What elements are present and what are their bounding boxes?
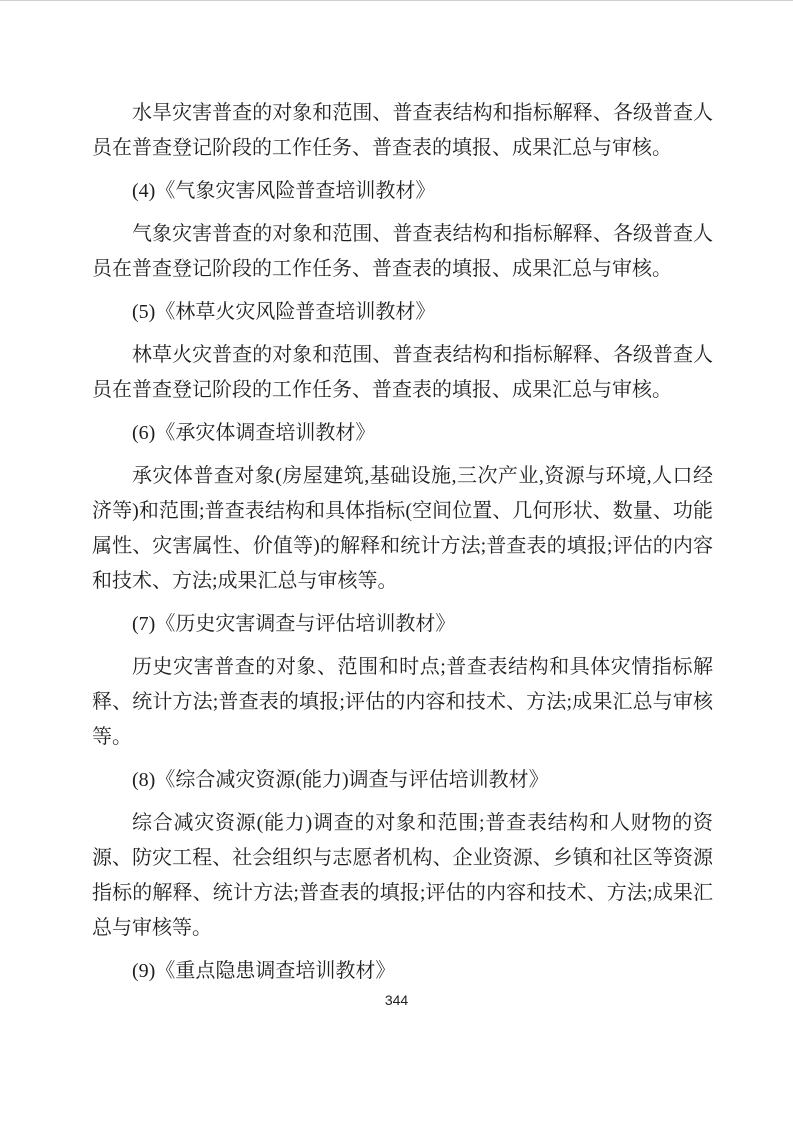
heading-item-4-meteorological-materials: (4)《气象灾害风险普查培训教材》 xyxy=(132,180,436,202)
heading-item-5-forest-grass-fire-materials: (5)《林草火灾风险普查培训教材》 xyxy=(132,301,436,323)
page-number: 344 xyxy=(384,992,409,1008)
paragraph-forest-grass-fire-scope: 林草火灾普查的对象和范围、普查表结构和指标解释、各级普查人员在普查登记阶段的工作任务、普查表的填报、成果汇总与审核。 xyxy=(92,344,713,401)
page-body-text xyxy=(92,96,713,997)
paragraph-disaster-bearing-body-scope: 承灾体普查对象(房屋建筑,基础设施,三次产业,资源与环境,人口经济等)和范围;普查表结构和具体指标(空间位置、几何形状、数量、功能属性、灾害属性、价值等)的解释和统计方法;普查表的填报;评估的内容和技术、方法;成果汇总与审核等。 xyxy=(92,465,713,592)
heading-item-7-historical-disaster-materials: (7)《历史灾害调查与评估培训教材》 xyxy=(132,613,456,635)
heading-item-8-mitigation-resources-materials: (8)《综合减灾资源(能力)调查与评估培训教材》 xyxy=(132,769,549,791)
paragraph-historical-disaster-scope: 历史灾害普查的对象、范围和时点;普查表结构和具体灾情指标解释、统计方法;普查表的填报;评估的内容和技术、方法;成果汇总与审核等。 xyxy=(92,656,713,748)
heading-item-6-disaster-bearing-body-materials: (6)《承灾体调查培训教材》 xyxy=(132,422,376,444)
heading-item-9-key-hazard-materials: (9)《重点隐患调查培训教材》 xyxy=(132,960,396,982)
paragraph-meteorological-scope: 气象灾害普查的对象和范围、普查表结构和指标解释、各级普查人员在普查登记阶段的工作任务、普查表的填报、成果汇总与审核。 xyxy=(92,223,713,280)
paragraph-water-drought-scope: 水旱灾害普查的对象和范围、普查表结构和指标解释、各级普查人员在普查登记阶段的工作任务、普查表的填报、成果汇总与审核。 xyxy=(92,102,713,159)
paragraph-mitigation-resources-scope: 综合减灾资源(能力)调查的对象和范围;普查表结构和人财物的资源、防灾工程、社会组织与志愿者机构、企业资源、乡镇和社区等资源指标的解释、统计方法;普查表的填报;评估的内容和技术、方法;成果汇总与审核等。 xyxy=(92,812,713,939)
